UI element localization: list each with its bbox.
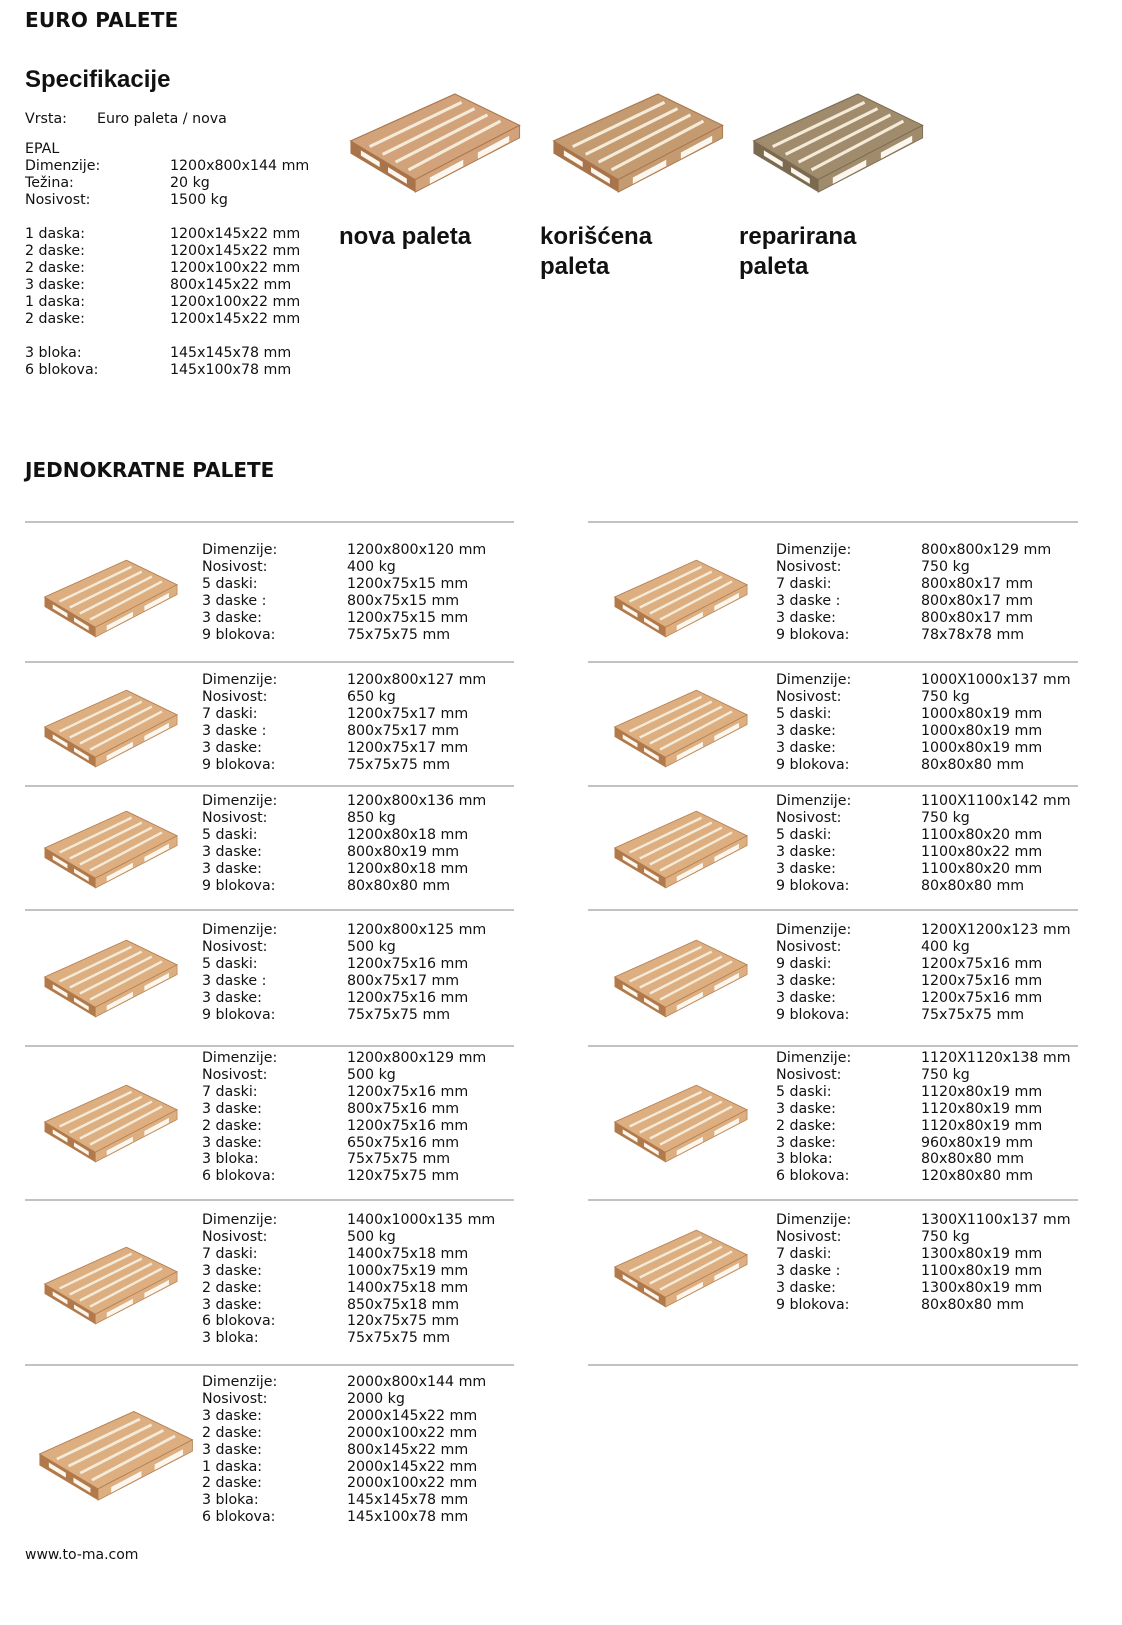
spec-label: 7 daski:	[202, 1245, 258, 1262]
divider	[25, 909, 514, 911]
spec-label: 7 daski:	[202, 1083, 258, 1100]
divider	[25, 785, 514, 787]
divider	[25, 1045, 514, 1047]
spec-label: Nosivost:	[202, 558, 268, 575]
spec-label: 3 daske:	[776, 843, 836, 860]
spec-value: 145x145x78 mm	[170, 345, 292, 361]
variant-caption	[540, 222, 652, 282]
spec-value: 800x145x22 mm	[347, 1441, 469, 1458]
pallet-image	[30, 932, 190, 1022]
divider	[588, 1364, 1078, 1366]
spec-label: 3 daske:	[202, 609, 262, 626]
pallet-image	[600, 1077, 760, 1167]
variant-caption-line2: paleta	[540, 253, 610, 280]
spec-label: 3 daske:	[776, 989, 836, 1006]
spec-label: Nosivost:	[776, 1066, 842, 1083]
spec-value: 120x75x75 mm	[347, 1313, 460, 1330]
spec-label: 2 daske:	[25, 260, 85, 276]
spec-value: 1300X1100x137 mm	[921, 1212, 1071, 1228]
spec-label: Dimenzije:	[202, 672, 278, 688]
spec-label: 3 daske :	[776, 1262, 841, 1279]
divider	[25, 1199, 514, 1201]
spec-value: 1000x80x19 mm	[921, 722, 1043, 739]
spec-label: Dimenzije:	[776, 1212, 852, 1228]
spec-label: 9 blokova:	[202, 626, 276, 643]
pallet-thumbnail	[30, 682, 190, 772]
spec-value: 750 kg	[921, 809, 970, 826]
spec-label: 2 daske:	[202, 1424, 262, 1441]
divider	[25, 661, 514, 663]
divider	[588, 785, 1078, 787]
spec-value: 2000 kg	[347, 1390, 405, 1407]
spec-value: 960x80x19 mm	[921, 1134, 1034, 1151]
spec-label: 6 blokova:	[202, 1509, 276, 1526]
pallet-image	[30, 552, 190, 642]
spec-value: 2000x100x22 mm	[347, 1475, 478, 1492]
spec-value: 75x75x75 mm	[347, 1006, 451, 1023]
spec-label: Nosivost:	[202, 1066, 268, 1083]
spec-value: 500 kg	[347, 938, 396, 955]
spec-label: Dimenzije:	[776, 542, 852, 558]
spec-label: Dimenzije:	[776, 793, 852, 809]
spec-value: 75x75x75 mm	[347, 1330, 451, 1347]
spec-value: 800x80x17 mm	[921, 575, 1034, 592]
spec-label: Dimenzije:	[776, 1050, 852, 1066]
spec-value: 850 kg	[347, 809, 396, 826]
spec-label: 3 daske:	[202, 1100, 262, 1117]
pallet-image	[30, 803, 190, 893]
spec-value: 800x75x15 mm	[347, 592, 460, 609]
spec-value: 1200x800x144 mm	[170, 158, 310, 174]
spec-label: 5 daski:	[202, 826, 258, 843]
spec-value: 80x80x80 mm	[921, 1151, 1025, 1168]
spec-value: 120x75x75 mm	[347, 1168, 460, 1185]
spec-label: 6 blokova:	[202, 1313, 276, 1330]
spec-label: 3 daske :	[202, 592, 267, 609]
spec-label: 7 daski:	[776, 1245, 832, 1262]
spec-value: 1200x145x22 mm	[170, 226, 301, 242]
divider	[25, 521, 514, 523]
spec-label: Težina:	[25, 175, 74, 191]
pallet-thumbnail	[30, 552, 190, 642]
spec-label: 3 bloka:	[202, 1151, 259, 1168]
pallet-image	[340, 82, 528, 200]
spec-value: 1000x80x19 mm	[921, 705, 1043, 722]
spec-value: 1000X1000x137 mm	[921, 672, 1071, 688]
pallet-image	[30, 1239, 190, 1329]
variant-caption	[739, 222, 856, 282]
spec-value: 1200x75x17 mm	[347, 705, 469, 722]
euro-variant	[743, 82, 931, 200]
spec-label: 3 daske :	[776, 592, 841, 609]
spec-label: 3 daske:	[202, 739, 262, 756]
divider	[25, 1364, 514, 1366]
spec-label: Dimenzije:	[202, 922, 278, 938]
spec-value: 1300x80x19 mm	[921, 1279, 1043, 1296]
spec-value: 750 kg	[921, 1066, 970, 1083]
spec-label: Dimenzije:	[25, 158, 101, 174]
spec-value: 1200x75x16 mm	[921, 955, 1043, 972]
spec-label: 3 daske:	[776, 1134, 836, 1151]
spec-label: 3 daske:	[202, 1134, 262, 1151]
spec-value: 1200x100x22 mm	[170, 294, 301, 310]
spec-value: 1200x75x16 mm	[347, 955, 469, 972]
footer-url[interactable]: www.to-ma.com	[25, 1547, 139, 1563]
euro-spec-list	[25, 141, 325, 381]
spec-value: 1120x80x19 mm	[921, 1117, 1043, 1134]
spec-value: 1200x800x129 mm	[347, 1050, 487, 1066]
spec-label: 3 daske:	[776, 609, 836, 626]
spec-value: 1120x80x19 mm	[921, 1083, 1043, 1100]
spec-label: Dimenzije:	[776, 672, 852, 688]
spec-label: 3 daske:	[202, 1262, 262, 1279]
euro-variant	[543, 82, 731, 200]
pallet-thumbnail	[30, 1239, 190, 1329]
spec-value: 850x75x18 mm	[347, 1296, 460, 1313]
spec-label: 9 blokova:	[202, 756, 276, 773]
pallet-image	[600, 932, 760, 1022]
pallet-thumbnail	[30, 803, 190, 893]
pallet-thumbnail	[600, 1077, 760, 1167]
spec-label: Dimenzije:	[202, 793, 278, 809]
spec-value: 20 kg	[170, 175, 210, 191]
euro-variant	[340, 82, 528, 200]
pallet-image	[600, 1222, 760, 1312]
spec-value: 1100x80x19 mm	[921, 1262, 1043, 1279]
spec-label: 3 bloka:	[202, 1330, 259, 1347]
euro-section-title: EURO PALETE	[25, 8, 179, 32]
spec-value: 145x145x78 mm	[347, 1492, 469, 1509]
variant-caption-line1: nova paleta	[339, 223, 472, 250]
divider	[588, 521, 1078, 523]
spec-value: 2000x145x22 mm	[347, 1407, 478, 1424]
spec-value: 800x80x19 mm	[347, 843, 460, 860]
spec-value: 800x80x17 mm	[921, 592, 1034, 609]
spec-label: Nosivost:	[202, 1228, 268, 1245]
spec-label: 5 daski:	[202, 955, 258, 972]
pallet-image	[30, 1077, 190, 1167]
spec-value: 750 kg	[921, 1228, 970, 1245]
spec-value: 75x75x75 mm	[347, 756, 451, 773]
spec-value: 1100X1100x142 mm	[921, 793, 1071, 809]
spec-label: 2 daske:	[776, 1117, 836, 1134]
spec-label: Nosivost:	[202, 1390, 268, 1407]
epal-label: EPAL	[25, 141, 60, 157]
spec-value: 1200x80x18 mm	[347, 826, 469, 843]
spec-label: 9 blokova:	[776, 756, 850, 773]
spec-value: 650x75x16 mm	[347, 1134, 460, 1151]
spec-label: Nosivost:	[776, 809, 842, 826]
variant-caption-line1: korišćena	[540, 223, 653, 250]
spec-value: 800x75x16 mm	[347, 1100, 460, 1117]
spec-label: 5 daski:	[776, 1083, 832, 1100]
spec-value: 1200X1200x123 mm	[921, 922, 1071, 938]
spec-label: Dimenzije:	[202, 542, 278, 558]
spec-value: 1000x80x19 mm	[921, 739, 1043, 756]
spec-value: 500 kg	[347, 1066, 396, 1083]
spec-value: 1200x75x17 mm	[347, 739, 469, 756]
pallet-image	[543, 82, 731, 200]
pallet-image	[600, 552, 760, 642]
spec-label: 3 daske:	[202, 989, 262, 1006]
divider	[588, 909, 1078, 911]
spec-value: 650 kg	[347, 688, 396, 705]
spec-value: 2000x100x22 mm	[347, 1424, 478, 1441]
spec-value: 1300x80x19 mm	[921, 1245, 1043, 1262]
spec-value: 1100x80x20 mm	[921, 860, 1043, 877]
spec-label: 3 daske:	[202, 1441, 262, 1458]
spec-label: 3 daske :	[202, 972, 267, 989]
spec-value: 1120X1120x138 mm	[921, 1050, 1071, 1066]
spec-label: 7 daski:	[202, 705, 258, 722]
spec-label: 3 daske:	[776, 1100, 836, 1117]
spec-value: 2000x145x22 mm	[347, 1458, 478, 1475]
spec-value: 75x75x75 mm	[921, 1006, 1025, 1023]
spec-label: 9 blokova:	[202, 877, 276, 894]
spec-label: 9 blokova:	[202, 1006, 276, 1023]
spec-label: 3 daske:	[776, 722, 836, 739]
variant-caption	[339, 222, 471, 252]
spec-label: 5 daski:	[202, 575, 258, 592]
spec-value: 1200x800x136 mm	[347, 793, 487, 809]
spec-label: 1 daska:	[202, 1458, 263, 1475]
spec-value: 78x78x78 mm	[921, 626, 1025, 643]
spec-label: 3 daske:	[776, 972, 836, 989]
spec-value: 750 kg	[921, 558, 970, 575]
spec-label: 6 blokova:	[202, 1168, 276, 1185]
spec-label: Nosivost:	[25, 192, 91, 208]
spec-value: 1000x75x19 mm	[347, 1262, 469, 1279]
spec-value: 800x75x17 mm	[347, 722, 460, 739]
spec-value: 500 kg	[347, 1228, 396, 1245]
spec-label: 6 blokova:	[25, 362, 99, 378]
spec-value: 1200x75x16 mm	[921, 972, 1043, 989]
spec-value: 800x145x22 mm	[170, 277, 292, 293]
spec-value: 80x80x80 mm	[921, 877, 1025, 894]
spec-value: 80x80x80 mm	[921, 1296, 1025, 1313]
spec-label: 3 daske:	[202, 1407, 262, 1424]
spec-label: 9 blokova:	[776, 1296, 850, 1313]
type-row	[25, 111, 227, 127]
spec-value: 1120x80x19 mm	[921, 1100, 1043, 1117]
variant-caption-line1: reparirana	[739, 223, 857, 250]
spec-value: 1100x80x22 mm	[921, 843, 1043, 860]
spec-value: 1200x75x16 mm	[921, 989, 1043, 1006]
type-label: Vrsta:	[25, 111, 67, 127]
spec-value: 800x80x17 mm	[921, 609, 1034, 626]
spec-value: 1400x75x18 mm	[347, 1245, 469, 1262]
pallet-image	[600, 682, 760, 772]
spec-value: 145x100x78 mm	[170, 362, 292, 378]
specifications-heading: Specifikacije	[25, 66, 171, 93]
spec-value: 750 kg	[921, 688, 970, 705]
spec-label: 5 daski:	[776, 826, 832, 843]
pallet-image	[600, 803, 760, 893]
spec-label: Nosivost:	[776, 558, 842, 575]
spec-label: 1 daska:	[25, 294, 86, 310]
disposable-section-title: JEDNOKRATNE PALETE	[25, 458, 275, 482]
spec-value: 1200x75x15 mm	[347, 609, 469, 626]
spec-value: 800x75x17 mm	[347, 972, 460, 989]
spec-value: 1200x145x22 mm	[170, 311, 301, 327]
spec-label: 9 blokova:	[776, 1006, 850, 1023]
spec-label: 9 blokova:	[776, 626, 850, 643]
spec-value: 1200x800x125 mm	[347, 922, 487, 938]
spec-label: 3 daske:	[202, 860, 262, 877]
spec-label: Dimenzije:	[202, 1050, 278, 1066]
spec-label: Nosivost:	[202, 688, 268, 705]
type-value: Euro paleta / nova	[97, 111, 227, 127]
spec-label: 3 daske:	[202, 1296, 262, 1313]
divider	[588, 661, 1078, 663]
spec-value: 800x800x129 mm	[921, 542, 1052, 558]
spec-label: 3 daske:	[25, 277, 85, 293]
pallet-thumbnail	[30, 932, 190, 1022]
spec-label: 1 daska:	[25, 226, 86, 242]
spec-label: 3 daske:	[776, 860, 836, 877]
pallet-thumbnail	[600, 552, 760, 642]
spec-value: 1200x75x15 mm	[347, 575, 469, 592]
spec-value: 1200x800x127 mm	[347, 672, 487, 688]
spec-label: Nosivost:	[202, 809, 268, 826]
spec-label: Nosivost:	[776, 938, 842, 955]
spec-value: 1200x100x22 mm	[170, 260, 301, 276]
pallet-thumbnail	[600, 1222, 760, 1312]
pallet-thumbnail	[30, 1077, 190, 1167]
spec-label: Nosivost:	[202, 938, 268, 955]
spec-label: Dimenzije:	[776, 922, 852, 938]
spec-value: 2000x800x144 mm	[347, 1374, 487, 1390]
pallet-thumbnail	[600, 803, 760, 893]
spec-value: 80x80x80 mm	[921, 756, 1025, 773]
spec-label: 3 bloka:	[202, 1492, 259, 1509]
spec-label: 2 daske:	[25, 311, 85, 327]
spec-label: 7 daski:	[776, 575, 832, 592]
spec-label: 3 bloka:	[776, 1151, 833, 1168]
spec-value: 1200x800x120 mm	[347, 542, 487, 558]
spec-label: 3 daske:	[776, 739, 836, 756]
divider	[588, 1045, 1078, 1047]
spec-label: 9 daski:	[776, 955, 832, 972]
spec-value: 1200x75x16 mm	[347, 1117, 469, 1134]
pallet-thumbnail	[600, 932, 760, 1022]
spec-label: Dimenzije:	[202, 1212, 278, 1228]
spec-value: 120x80x80 mm	[921, 1168, 1034, 1185]
spec-label: 3 daske:	[776, 1279, 836, 1296]
spec-value: 75x75x75 mm	[347, 1151, 451, 1168]
variant-caption-line2: paleta	[739, 253, 809, 280]
spec-value: 400 kg	[347, 558, 396, 575]
spec-value: 1400x75x18 mm	[347, 1279, 469, 1296]
pallet-thumbnail	[30, 1399, 200, 1509]
spec-label: 6 blokova:	[776, 1168, 850, 1185]
spec-value: 1500 kg	[170, 192, 228, 208]
spec-value: 145x100x78 mm	[347, 1509, 469, 1526]
spec-value: 1200x75x16 mm	[347, 1083, 469, 1100]
spec-value: 400 kg	[921, 938, 970, 955]
spec-value: 1200x145x22 mm	[170, 243, 301, 259]
spec-value: 1400x1000x135 mm	[347, 1212, 496, 1228]
spec-label: 3 bloka:	[25, 345, 82, 361]
spec-value: 1200x75x16 mm	[347, 989, 469, 1006]
spec-label: 3 daske :	[202, 722, 267, 739]
pallet-image	[30, 682, 190, 772]
spec-label: 5 daski:	[776, 705, 832, 722]
spec-label: Dimenzije:	[202, 1374, 278, 1390]
spec-label: 9 blokova:	[776, 877, 850, 894]
spec-value: 1100x80x20 mm	[921, 826, 1043, 843]
pallet-image	[743, 82, 931, 200]
spec-label: 2 daske:	[25, 243, 85, 259]
spec-label: 3 daske:	[202, 843, 262, 860]
divider	[588, 1199, 1078, 1201]
spec-label: Nosivost:	[776, 688, 842, 705]
spec-value: 80x80x80 mm	[347, 877, 451, 894]
spec-label: Nosivost:	[776, 1228, 842, 1245]
spec-label: 2 daske:	[202, 1279, 262, 1296]
spec-value: 75x75x75 mm	[347, 626, 451, 643]
pallet-image	[30, 1399, 200, 1509]
spec-value: 1200x80x18 mm	[347, 860, 469, 877]
spec-label: 2 daske:	[202, 1117, 262, 1134]
spec-label: 2 daske:	[202, 1475, 262, 1492]
pallet-thumbnail	[600, 682, 760, 772]
